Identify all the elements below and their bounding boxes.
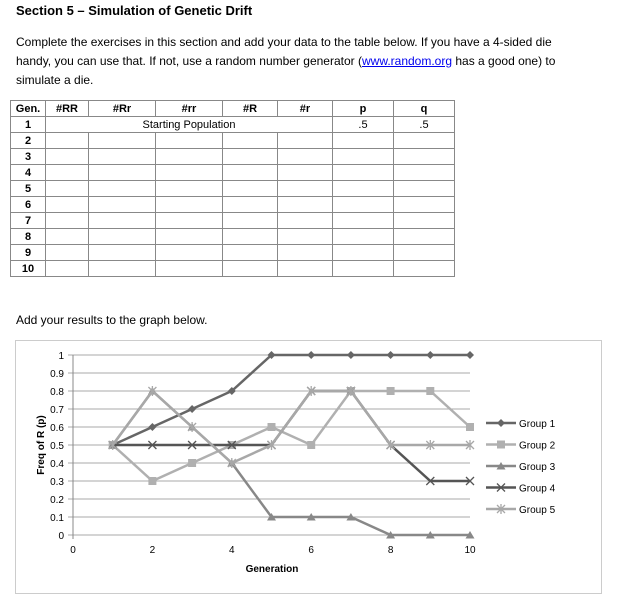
column-header: p	[333, 101, 394, 117]
gen-cell: 7	[11, 213, 46, 229]
y-axis-label: Freq of R (p)	[36, 415, 47, 475]
legend-label: Group 3	[519, 462, 556, 473]
data-point	[148, 423, 156, 431]
legend-label: Group 5	[519, 505, 556, 516]
y-tick-label: 0.5	[50, 441, 64, 452]
y-tick-label: 1	[58, 351, 64, 362]
x-tick-label: 8	[387, 545, 394, 556]
x-axis-label: Generation	[245, 564, 299, 575]
section-title: Section 5 – Simulation of Genetic Drift	[16, 3, 253, 18]
gen-cell: 3	[11, 149, 46, 165]
data-point	[188, 405, 196, 413]
data-point	[347, 351, 355, 359]
intro-text-end: has a good one) to simulate a die.	[16, 54, 556, 87]
column-header: q	[394, 101, 455, 117]
random-org-link[interactable]: www.random.org	[361, 54, 453, 68]
data-point	[268, 423, 276, 431]
p-cell: .5	[333, 117, 394, 133]
y-tick-label: 0.9	[50, 369, 64, 380]
y-tick-label: 0.8	[50, 387, 64, 398]
x-tick-label: 0	[70, 545, 76, 556]
x-tick-label: 6	[308, 545, 314, 556]
data-point	[426, 351, 434, 359]
gen-cell: 4	[11, 165, 46, 181]
column-header: Gen.	[11, 101, 46, 117]
x-tick-label: 4	[229, 545, 235, 556]
gen-cell: 1	[11, 117, 46, 133]
gen-cell: 2	[11, 133, 46, 149]
data-point	[426, 387, 434, 395]
series-line-group-1	[113, 355, 470, 445]
y-tick-label: 0.2	[50, 495, 64, 506]
legend-label: Group 2	[519, 440, 556, 452]
starting-population: Starting Population	[46, 117, 333, 133]
gen-cell: 8	[11, 229, 46, 245]
gen-cell: 10	[11, 261, 46, 277]
y-tick-label: 0.4	[50, 459, 64, 470]
data-point	[387, 351, 395, 359]
y-tick-label: 0.1	[50, 513, 64, 524]
data-point	[387, 387, 395, 395]
column-header: #RR	[46, 101, 89, 117]
data-point	[188, 459, 196, 467]
gen-cell: 9	[11, 245, 46, 261]
x-tick-label: 10	[464, 545, 476, 556]
gen-cell: 6	[11, 197, 46, 213]
data-point	[466, 351, 474, 359]
legend-label: Group 4	[519, 483, 556, 495]
y-tick-label: 0	[58, 531, 64, 542]
intro-text: Complete the exercises in this section and add your data to the table below. If you have a 4-sided die handy, you can use that. If not, use a random number generator (	[16, 35, 552, 68]
column-header: #r	[278, 101, 333, 117]
column-header: #Rr	[89, 101, 156, 117]
data-point	[148, 477, 156, 485]
gen-cell: 5	[11, 181, 46, 197]
data-point	[307, 441, 315, 449]
data-point	[466, 423, 474, 431]
column-header: #R	[223, 101, 278, 117]
legend-label: Group 1	[519, 419, 556, 430]
graph-instruction: Add your results to the graph below.	[16, 313, 208, 327]
y-tick-label: 0.7	[50, 405, 64, 416]
legend-marker	[497, 441, 505, 449]
data-point	[307, 351, 315, 359]
column-header: #rr	[156, 101, 223, 117]
y-tick-label: 0.3	[50, 477, 64, 488]
legend-marker	[497, 419, 505, 427]
x-tick-label: 2	[149, 545, 156, 556]
y-tick-label: 0.6	[50, 423, 64, 434]
q-cell: .5	[394, 117, 455, 133]
